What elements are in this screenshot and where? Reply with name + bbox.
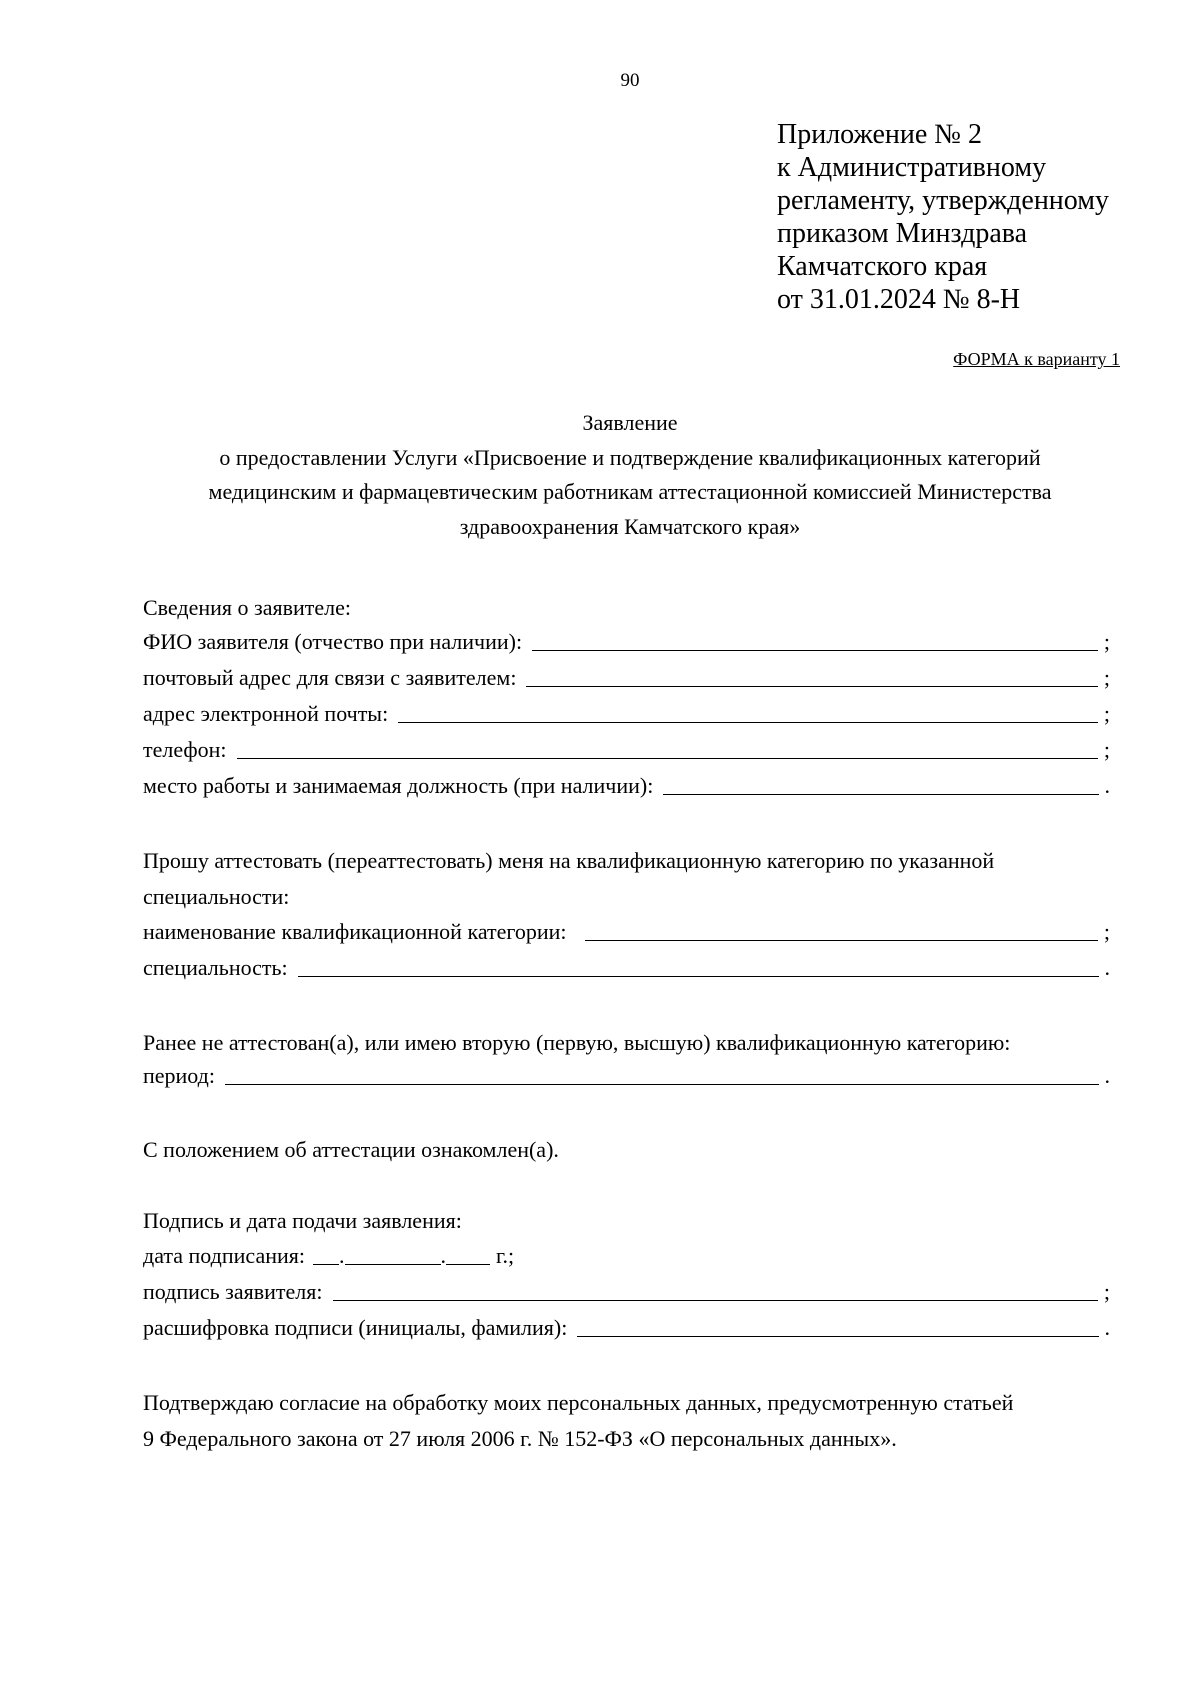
fio-row [143,626,1110,658]
email-field[interactable] [398,702,1098,723]
consent-line: 9 Федерального закона от 27 июля 2006 г. № 152-ФЗ «О персональных данных». [143,1426,897,1451]
phone-terminator: ; [1103,737,1110,762]
decoding-field[interactable] [577,1316,1098,1337]
address-terminator: ; [1103,665,1110,690]
year-suffix: г.; [496,1243,515,1268]
document-title [140,406,1120,544]
date-day-field[interactable] [313,1244,339,1265]
email-label: адрес электронной почты: [143,701,389,726]
period-row [143,1060,1110,1092]
decoding-label: расшифровка подписи (инициалы, фамилия): [143,1315,568,1340]
period-label: период: [143,1063,215,1088]
fio-terminator: ; [1103,629,1110,654]
consent-paragraph [143,1385,1123,1457]
form-variant-label: ФОРМА к варианту 1 [953,349,1120,369]
approval-line: приказом Минздрава [777,218,1028,249]
decoding-row [143,1312,1110,1344]
applicant-header: Сведения о заявителе: [143,595,352,620]
address-label: почтовый адрес для связи с заявителем: [143,665,517,690]
request-line: специальности: [143,884,290,909]
specialty-terminator: . [1104,955,1110,980]
title-line: о предоставлении Услуги «Присвоение и подтверждение квалификационных категорий [219,444,1041,470]
address-row [143,662,1110,694]
category-label: наименование квалификационной категории: [143,919,567,944]
fio-label: ФИО заявителя (отчество при наличии): [143,629,523,654]
specialty-label: специальность: [143,955,288,980]
approval-line: к Административному [777,152,1047,183]
period-terminator: . [1104,1063,1110,1088]
workplace-row [143,770,1110,802]
date-month-field[interactable] [345,1244,441,1265]
workplace-label: место работы и занимаемая должность (при наличии): [143,773,654,798]
signature-label: подпись заявителя: [143,1279,323,1304]
request-line: Прошу аттестовать (переаттестовать) меня на квалификационную категорию по указанной [143,848,995,873]
acquainted-statement: С положением об аттестации ознакомлен(а). [143,1137,559,1162]
title-heading: Заявление [582,410,678,435]
specialty-field[interactable] [298,956,1099,977]
category-field[interactable] [585,920,1098,941]
category-terminator: ; [1103,919,1110,944]
address-field[interactable] [526,666,1097,687]
signature-terminator: ; [1103,1279,1110,1304]
approval-line: регламенту, утвержденному [777,185,1109,216]
signature-row [143,1276,1110,1308]
decoding-terminator: . [1104,1315,1110,1340]
date-label: дата подписания: [143,1243,305,1268]
title-line: здравоохранения Камчатского края» [459,513,801,539]
signature-header: Подпись и дата подачи заявления: [143,1208,462,1233]
approval-line: от 31.01.2024 № 8-Н [777,284,1021,315]
approval-block [777,118,1109,316]
approval-line: Приложение № 2 [777,119,982,150]
phone-row [143,734,1110,766]
workplace-field[interactable] [663,774,1098,795]
date-separator: . [440,1243,446,1268]
title-line: медицинским и фармацевтическим работникам аттестационной комиссией Министерства [208,479,1052,504]
workplace-terminator: . [1104,773,1110,798]
previous-line: Ранее не аттестован(а), или имею вторую (первую, высшую) квалификационную категорию: [143,1030,1011,1055]
date-year-field[interactable] [446,1244,490,1265]
email-row [143,698,1110,730]
consent-line: Подтверждаю согласие на обработку моих персональных данных, предусмотренную статьей [143,1390,1014,1415]
page-number: 90 [620,70,640,91]
email-terminator: ; [1103,701,1110,726]
category-row [143,916,1110,948]
signature-field[interactable] [333,1280,1098,1301]
approval-line: Камчатского края [777,251,988,282]
period-field[interactable] [225,1064,1099,1085]
phone-field[interactable] [237,738,1098,759]
request-paragraph [143,843,1123,915]
fio-field[interactable] [532,630,1098,651]
date-row [143,1240,514,1272]
date-separator: . [339,1243,345,1268]
specialty-row [143,952,1110,984]
phone-label: телефон: [143,737,227,762]
